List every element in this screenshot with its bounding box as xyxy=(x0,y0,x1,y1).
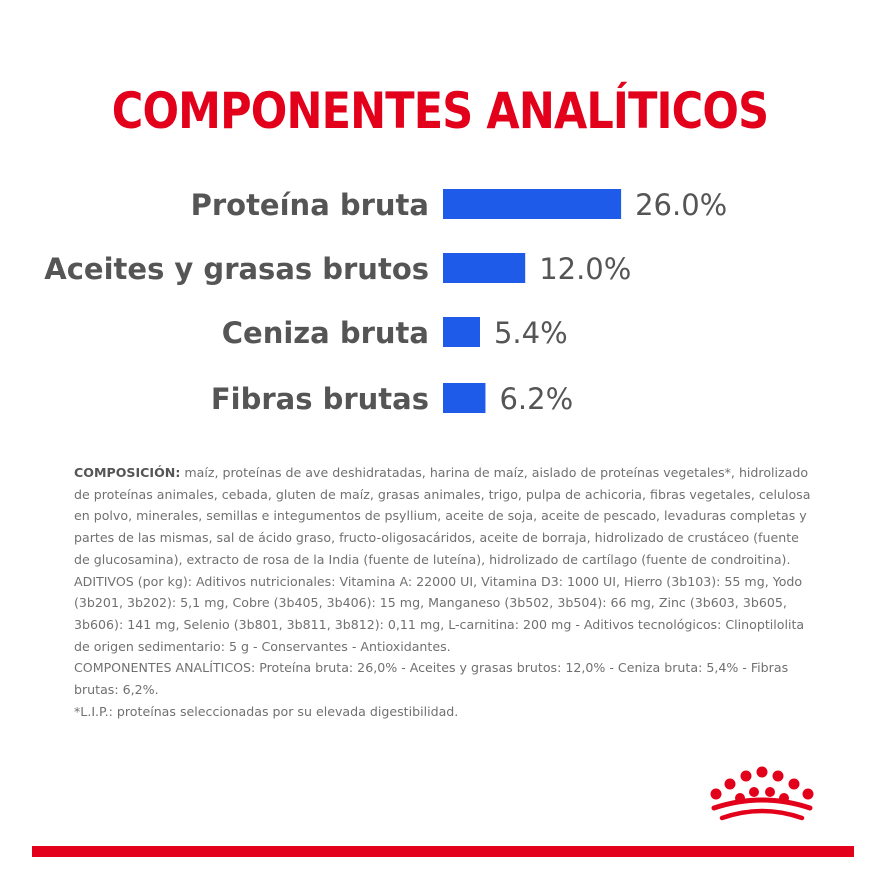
category-label: Ceniza bruta xyxy=(221,316,429,350)
value-label: 5.4% xyxy=(493,316,568,350)
footnote-text: *L.I.P.: proteínas seleccionadas por su elevada digestibilidad. xyxy=(74,703,459,719)
chart-title: COMPONENTES ANALÍTICOS xyxy=(111,82,769,140)
value-label: 6.2% xyxy=(499,382,574,416)
bottom-accent-bar xyxy=(32,846,854,857)
composition-block xyxy=(74,462,814,722)
category-label: Aceites y grasas brutos xyxy=(44,252,429,286)
bar xyxy=(443,253,525,283)
bar xyxy=(443,317,480,347)
bar xyxy=(443,189,621,219)
analytical-text: COMPONENTES ANALÍTICOS: Proteína bruta: 26,0% - Aceites y grasas brutos: 12,0% - Ceniza bruta: 5,4% - Fibras brutas: 6,2%. xyxy=(74,660,789,698)
composition-paragraph xyxy=(74,462,814,571)
composition-heading: COMPOSICIÓN: xyxy=(74,465,181,480)
crown-icon xyxy=(702,764,822,830)
additives-text: ADITIVOS (por kg): Aditivos nutricionales: Vitamina A: 22000 UI, Vitamina D3: 1000 UI, Hierro (3b103): 55 mg, Yodo (3b201, 3b202): 5,1 mg, Cobre (3b405, 3b406): 15 mg, Manganeso (3b502, 3b504): 66 mg, Zinc (3b603, 3b605, 3b606): 141 mg, Selenio (3b801, 3b811, 3b812): 0,11 mg, L-carnitina: 200 mg - Aditivos tecnológicos: Clinoptilolita de origen sedimentario: 5 g - Conservantes - Antioxidantes. xyxy=(74,573,805,654)
value-label: 12.0% xyxy=(539,252,632,286)
category-label: Proteína bruta xyxy=(190,188,429,222)
value-label: 26.0% xyxy=(635,188,728,222)
bar xyxy=(443,383,485,413)
composition-text: maíz, proteínas de ave deshidratadas, harina de maíz, aislado de proteínas vegetales*, hidrolizado de proteínas animales, cebada, gluten de maíz, grasas animales, trigo, pulpa de achicoria, fibras vegetales, celulosa en polvo, minerales, semillas e integumentos de psyllium, aceite de soja, aceite de pescado, levaduras completas y partes de las mismas, sal de ácido graso, fructo-oligosacáridos, aceite de borraja, hidrolizado de crustáceo (fuente de glucosamina), extracto de rosa de la India (fuente de luteína), hidrolizado de cartílago (fuente de condroitina). xyxy=(74,465,811,567)
category-label: Fibras brutas xyxy=(210,382,429,416)
